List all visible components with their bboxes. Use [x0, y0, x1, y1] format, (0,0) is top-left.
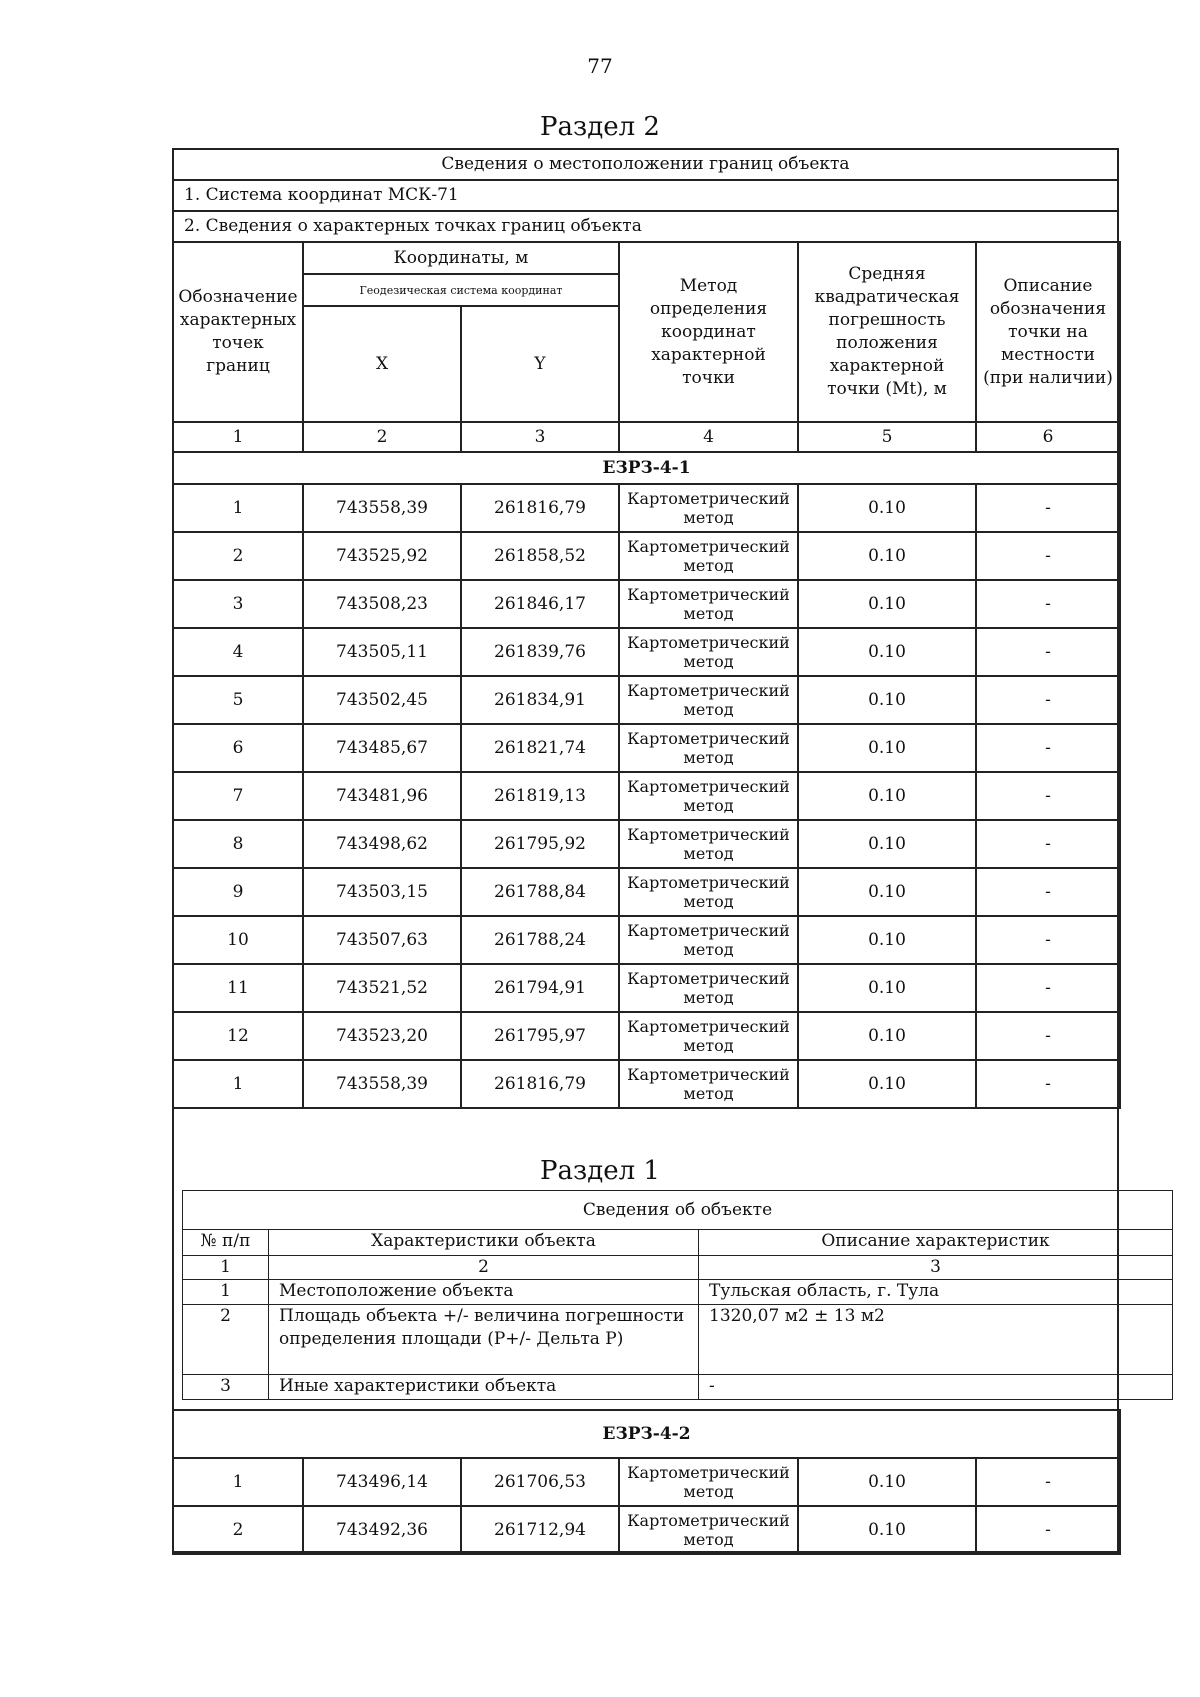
point-description: - — [976, 1060, 1120, 1108]
header-description: Описание характеристик — [699, 1230, 1173, 1256]
method: Картометрический метод — [619, 1012, 798, 1060]
point-description: - — [976, 676, 1120, 724]
method: Картометрический метод — [619, 1060, 798, 1108]
coord-y: 261712,94 — [461, 1506, 619, 1554]
error-value: 0.10 — [798, 628, 976, 676]
characteristic-name: Площадь объекта +/- величина погрешности определения площади (Р+/- Дельта Р) — [269, 1305, 699, 1375]
header-coordinates: Координаты, м — [303, 242, 619, 274]
coord-y: 261858,52 — [461, 532, 619, 580]
section1-caption: Сведения об объекте — [183, 1191, 1173, 1230]
row-number: 3 — [183, 1375, 269, 1400]
method: Картометрический метод — [619, 868, 798, 916]
method: Картометрический метод — [619, 772, 798, 820]
characteristic-value: 1320,07 м2 ± 13 м2 — [699, 1305, 1173, 1375]
table-row — [173, 964, 1120, 1012]
column-number: 6 — [976, 422, 1120, 452]
point-number: 12 — [173, 1012, 303, 1060]
coord-y: 261816,79 — [461, 484, 619, 532]
table-row — [173, 1012, 1120, 1060]
table-row — [173, 628, 1120, 676]
table-row — [183, 1375, 1173, 1400]
method: Картометрический метод — [619, 964, 798, 1012]
coord-x: 743481,96 — [303, 772, 461, 820]
coord-y: 261795,92 — [461, 820, 619, 868]
header-num: № п/п — [183, 1230, 269, 1256]
table-row — [173, 868, 1120, 916]
points-caption: 2. Сведения о характерных точках границ объекта — [184, 216, 642, 236]
coord-x: 743503,15 — [303, 868, 461, 916]
error-value: 0.10 — [798, 1506, 976, 1554]
point-description: - — [976, 868, 1120, 916]
table-row — [173, 916, 1120, 964]
method: Картометрический метод — [619, 1458, 798, 1506]
table-row — [173, 1506, 1120, 1554]
point-number: 11 — [173, 964, 303, 1012]
error-value: 0.10 — [798, 820, 976, 868]
coord-x: 743492,36 — [303, 1506, 461, 1554]
coord-x: 743523,20 — [303, 1012, 461, 1060]
column-number: 2 — [303, 422, 461, 452]
coord-y: 261788,24 — [461, 916, 619, 964]
header-method: Метод определения координат характерной точки — [619, 242, 798, 422]
coord-y: 261706,53 — [461, 1458, 619, 1506]
characteristic-value: Тульская область, г. Тула — [699, 1280, 1173, 1305]
point-description: - — [976, 1506, 1120, 1554]
point-description: - — [976, 916, 1120, 964]
error-value: 0.10 — [798, 964, 976, 1012]
table-row — [173, 772, 1120, 820]
characteristic-name: Местоположение объекта — [269, 1280, 699, 1305]
coord-y: 261846,17 — [461, 580, 619, 628]
point-number: 8 — [173, 820, 303, 868]
point-number: 1 — [173, 1458, 303, 1506]
table-row — [173, 1458, 1120, 1506]
zone1-table — [172, 451, 1121, 1109]
error-value: 0.10 — [798, 1060, 976, 1108]
point-number: 1 — [173, 1060, 303, 1108]
point-number: 2 — [173, 1506, 303, 1554]
coord-y: 261795,97 — [461, 1012, 619, 1060]
method: Картометрический метод — [619, 1506, 798, 1554]
table-row — [173, 484, 1120, 532]
header-x: X — [303, 306, 461, 422]
column-number: 1 — [173, 422, 303, 452]
point-number: 6 — [173, 724, 303, 772]
point-number: 10 — [173, 916, 303, 964]
table-row — [173, 676, 1120, 724]
point-number: 3 — [173, 580, 303, 628]
error-value: 0.10 — [798, 484, 976, 532]
header-description: Описание обозначения точки на местности (при наличии) — [976, 242, 1120, 422]
column-number: 3 — [699, 1256, 1173, 1280]
column-number: 4 — [619, 422, 798, 452]
zone1-name: ЕЗРЗ-4-1 — [173, 452, 1120, 484]
column-number: 1 — [183, 1256, 269, 1280]
section2-title: Раздел 2 — [540, 112, 660, 142]
row-number: 2 — [183, 1305, 269, 1375]
column-number: 2 — [269, 1256, 699, 1280]
column-number: 5 — [798, 422, 976, 452]
point-description: - — [976, 1458, 1120, 1506]
coord-y: 261834,91 — [461, 676, 619, 724]
error-value: 0.10 — [798, 724, 976, 772]
characteristic-value: - — [699, 1375, 1173, 1400]
characteristic-name: Иные характеристики объекта — [269, 1375, 699, 1400]
coord-y: 261788,84 — [461, 868, 619, 916]
header-y: Y — [461, 306, 619, 422]
error-value: 0.10 — [798, 868, 976, 916]
error-value: 0.10 — [798, 916, 976, 964]
coord-y: 261839,76 — [461, 628, 619, 676]
point-number: 2 — [173, 532, 303, 580]
header-characteristic: Характеристики объекта — [269, 1230, 699, 1256]
table-row — [173, 532, 1120, 580]
point-description: - — [976, 532, 1120, 580]
error-value: 0.10 — [798, 1012, 976, 1060]
section1-title: Раздел 1 — [540, 1156, 660, 1186]
point-number: 4 — [173, 628, 303, 676]
page-number: 77 — [587, 54, 613, 78]
method: Картометрический метод — [619, 628, 798, 676]
zone2-table — [172, 1409, 1121, 1555]
point-number: 9 — [173, 868, 303, 916]
method: Картометрический метод — [619, 532, 798, 580]
error-value: 0.10 — [798, 772, 976, 820]
table-row — [173, 820, 1120, 868]
error-value: 0.10 — [798, 580, 976, 628]
error-value: 0.10 — [798, 1458, 976, 1506]
coord-x: 743521,52 — [303, 964, 461, 1012]
point-description: - — [976, 484, 1120, 532]
method: Картометрический метод — [619, 484, 798, 532]
coord-y: 261821,74 — [461, 724, 619, 772]
coord-x: 743558,39 — [303, 1060, 461, 1108]
section2-caption: Сведения о местоположении границ объекта — [441, 154, 850, 174]
coord-x: 743505,11 — [303, 628, 461, 676]
header-geodetic: Геодезическая система координат — [303, 274, 619, 306]
method: Картометрический метод — [619, 820, 798, 868]
coord-x: 743498,62 — [303, 820, 461, 868]
point-number: 1 — [173, 484, 303, 532]
point-description: - — [976, 1012, 1120, 1060]
coord-x: 743558,39 — [303, 484, 461, 532]
table-row — [173, 724, 1120, 772]
zone2-name: ЕЗРЗ-4-2 — [173, 1410, 1120, 1458]
coord-x: 743508,23 — [303, 580, 461, 628]
point-number: 7 — [173, 772, 303, 820]
method: Картометрический метод — [619, 916, 798, 964]
table-row — [183, 1305, 1173, 1375]
error-value: 0.10 — [798, 676, 976, 724]
coord-x: 743485,67 — [303, 724, 461, 772]
coord-x: 743496,14 — [303, 1458, 461, 1506]
coord-y: 261819,13 — [461, 772, 619, 820]
row-number: 1 — [183, 1280, 269, 1305]
table-row — [173, 580, 1120, 628]
header-error: Средняя квадратическая погрешность положения характерной точки (Mt), м — [798, 242, 976, 422]
coords-header-table — [172, 241, 1121, 453]
point-description: - — [976, 628, 1120, 676]
point-description: - — [976, 580, 1120, 628]
point-description: - — [976, 820, 1120, 868]
coord-system: 1. Система координат МСК-71 — [184, 185, 459, 205]
coord-x: 743502,45 — [303, 676, 461, 724]
coord-y: 261794,91 — [461, 964, 619, 1012]
column-number: 3 — [461, 422, 619, 452]
point-description: - — [976, 964, 1120, 1012]
header-designation: Обозначение характерных точек границ — [173, 242, 303, 422]
coord-x: 743507,63 — [303, 916, 461, 964]
method: Картометрический метод — [619, 676, 798, 724]
error-value: 0.10 — [798, 532, 976, 580]
method: Картометрический метод — [619, 724, 798, 772]
point-number: 5 — [173, 676, 303, 724]
point-description: - — [976, 772, 1120, 820]
coord-y: 261816,79 — [461, 1060, 619, 1108]
method: Картометрический метод — [619, 580, 798, 628]
coord-x: 743525,92 — [303, 532, 461, 580]
table-row — [173, 1060, 1120, 1108]
table-row — [183, 1280, 1173, 1305]
point-description: - — [976, 724, 1120, 772]
section1-table — [182, 1190, 1173, 1400]
